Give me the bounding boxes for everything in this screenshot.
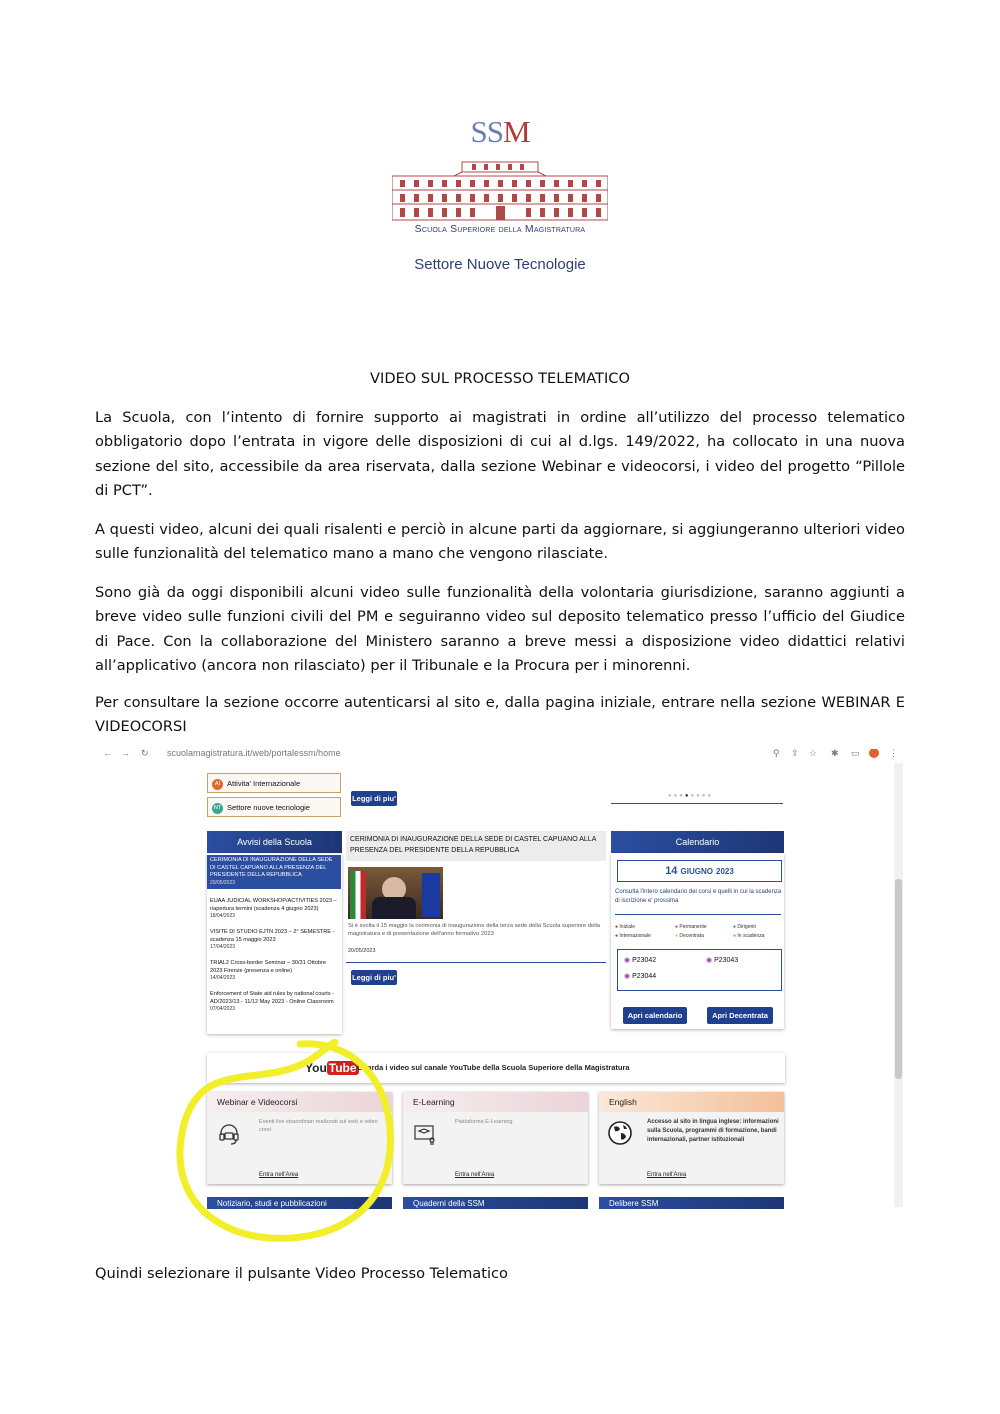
english-enter-link[interactable]: Entra nell'Area (647, 1172, 687, 1178)
open-calendar-button[interactable]: Apri calendario (623, 1007, 687, 1024)
nav-item-international[interactable]: AI Attivita' Internazionale (207, 773, 341, 793)
palace-illustration-icon (392, 160, 608, 222)
calendar-date[interactable]: 14 GIUGNO 2023 (617, 860, 782, 882)
course-item[interactable]: ◉ P23044 (624, 973, 657, 980)
menu-icon[interactable]: ⋮ (889, 749, 898, 758)
website-screenshot: ← → ↻ scuolamagistratura.it/web/portalessm/home ⚲ ⇪ ☆ ✱ ▭ ⋮ AI Attivita' Internazionale NT Settore nuove tecnologie Leggi di piu' ●●●●●●●● Avvisi della Scuola CERIMONIA DI INAUGURAZIONE DELLA SEDE DI CASTEL CAPUANO ALLA PRESENZA DEL PRESIDENTE DELLA REPUBBLICA 20/05/2023 EUAA JUDICIAL WORKSHOP/ACTIVITIES 2023 – riapertura termini (scadenza 4 giugno 2023) 18/04/2023 VISITE DI STUDIO EJTN 2023 – 2° SEMESTRE - scadenza 15 maggio 2023 17/04/2023 TRIAL2 Cross-border Seminar – 30/31 Ottobre 2023 Firenze (presenza e online) 14/04/2023 Enforcement of State aid rules by national courts - AD/2023/13 - 11/12 May 2023 - Online Classroom 07/04/2023 CERIMONIA DI INAUGURAZIONE DELLA SEDE DI CASTEL CAPUANO ALLA PRESENZA DEL PRESIDENTE DELLA REPUBBLICA Si è svolta il 15 maggio la cerimonia di inaugurazione della terza sede della Scuola superiore della magistratura e di presentazione dell'anno formativo 2023 20/05/2023 Leggi di piu' Calendario 14 GIUGNO 2023 Consulta l'intero calendario dei corsi e quelli in cui la scadenza di iscrizione e' prossima ● Iniziale ● Permanente ● Dirigenti ● Internazionale ● Decentrata ● In scadenza ◉ P23042 ◉ P23043 ◉ P23044 Apri calendario Apri Decentrata You Tube Guarda i video sul canale YouTube della Scuola Superiore della Magistratura Webinar e Videocorsi Eventi live straordinari realizzati sul web e video corsi Entra nell'Area E-Learning Piattaforma E-Learning Entra nell'Area English Accesso al sito in lingua inglese: informazioni sulla Scuola, programmi di formazione, bandi internazionali, partner istituzionali Entra nell'Area Notiziario, studi e pubblicazioni Quaderni della SSM Delibere SSM (95, 749, 905, 1209)
youtube-text: Guarda i video sul canale YouTube della Scuola Superiore della Magistratura (357, 1063, 630, 1072)
webinar-card-title: Webinar e Videocorsi (207, 1092, 392, 1112)
notice-item[interactable]: Enforcement of State aid rules by national courts - AD/2023/13 - 11/12 May 2023 - Online Classroom 07/04/2023 (210, 991, 335, 1012)
logo-sector-name: Settore Nuove Tecnologie (414, 256, 586, 273)
highlight-circle (160, 1030, 410, 1250)
paragraph-1: La Scuola, con l’intento di fornire supporto ai magistrati in ordine all’utilizzo del processo telematico obbligatorio dopo l’entrata in vigore delle disposizioni di cui al d.lgs. 149/2022, ha collocato in una nuova sezione del sito, accessibile da area riservata, dalla sezione Webinar e videocorsi, i video del progetto “Pillole di PCT”. (95, 409, 905, 499)
read-more-button-top[interactable]: Leggi di piu' (351, 791, 397, 806)
section-ssm-notebooks[interactable]: Quaderni della SSM (403, 1197, 588, 1209)
document-title: VIDEO SUL PROCESSO TELEMATICO (370, 370, 630, 387)
scrollbar-thumb[interactable] (895, 879, 902, 1079)
news-date: 20/05/2023 (348, 948, 376, 954)
elearning-card[interactable] (403, 1092, 588, 1184)
read-more-button[interactable]: Leggi di piu' (351, 970, 397, 985)
notice-item[interactable]: EUAA JUDICIAL WORKSHOP/ACTIVITIES 2023 – riapertura termini (scadenza 4 giugno 2023) 18/04/2023 (210, 898, 337, 919)
url-text[interactable]: scuolamagistratura.it/web/portalessm/home (167, 749, 341, 758)
profile-avatar[interactable] (869, 749, 879, 758)
paragraph-4: Per consultare la sezione occorre autenticarsi al sito e, dalla pagina iniziale, entrare nella sezione WEBINAR E VIDEOCORSI (95, 694, 905, 736)
webinar-enter-link[interactable]: Entra nell'Area (259, 1172, 299, 1178)
section-newsletter[interactable]: Notiziario, studi e pubblicazioni (207, 1197, 392, 1209)
notice-item[interactable]: TRIAL2 Cross-border Seminar – 30/31 Ottobre 2023 Firenze (presenza e online) 14/04/2023 (210, 960, 326, 981)
news-title[interactable]: CERIMONIA DI INAUGURAZIONE DELLA SEDE DI CASTEL CAPUANO ALLA PRESENZA DEL PRESIDENTE DELLA REPUBBLICA (346, 831, 606, 861)
calendar-divider (615, 914, 781, 915)
carousel-indicator[interactable]: ●●●●●●●● (611, 787, 783, 804)
paragraph-2: A questi video, alcuni dei quali risalenti e perciò in alcune parti da aggiornare, si aggiungeranno ulteriori video sulle funzionalità del telematico mano a mano che vengono rilasciate. (95, 521, 905, 563)
youtube-logo: You Tube (305, 1061, 357, 1075)
notices-header: Avvisi della Scuola (207, 831, 342, 853)
share-icon[interactable]: ⇪ (791, 749, 799, 758)
course-item[interactable]: ◉ P23043 (706, 957, 739, 964)
calendar-header: Calendario (611, 831, 784, 853)
search-icon[interactable]: ⚲ (773, 749, 780, 758)
notice-item[interactable]: VISITE DI STUDIO EJTN 2023 – 2° SEMESTRE - scadenza 15 maggio 2023 17/04/2023 (210, 929, 335, 950)
browser-address-bar[interactable] (95, 749, 905, 759)
logo-school-name: Scuola Superiore della Magistratura (414, 223, 586, 235)
english-card[interactable] (599, 1092, 784, 1184)
forward-arrow-icon[interactable]: → (121, 749, 130, 758)
reload-icon[interactable]: ↻ (141, 749, 149, 758)
international-icon: AI (212, 779, 223, 790)
extension-icon[interactable]: ✱ (831, 749, 839, 758)
news-excerpt: Si è svolta il 15 maggio la cerimonia di inaugurazione della terza sede della Scuola superiore della magistratura e di presentazione dell'anno formativo 2023 (348, 923, 600, 937)
window-icon[interactable]: ▭ (851, 749, 860, 758)
open-decentrata-button[interactable]: Apri Decentrata (707, 1007, 773, 1024)
paragraph-5: Quindi selezionare il pulsante Video Processo Telematico (95, 1265, 508, 1282)
new-technologies-icon: NT (212, 803, 223, 814)
nav-item-new-technologies[interactable]: NT Settore nuove tecnologie (207, 797, 341, 817)
news-photo[interactable] (348, 867, 443, 919)
back-arrow-icon[interactable]: ← (103, 749, 112, 758)
elearning-card-description: Piattaforma E-Learning (455, 1119, 513, 1125)
logo-abbreviation: SSM (470, 114, 530, 149)
star-icon[interactable]: ☆ (809, 749, 818, 758)
calendar-course-list (617, 949, 782, 991)
webinar-card-description: Eventi live straordinari realizzati sul web e video corsi (259, 1119, 378, 1133)
elearning-card-title: E-Learning (403, 1092, 588, 1112)
news-divider (346, 962, 606, 963)
elearning-enter-link[interactable]: Entra nell'Area (455, 1172, 495, 1178)
notice-item-active[interactable]: CERIMONIA DI INAUGURAZIONE DELLA SEDE DI CASTEL CAPUANO ALLA PRESENZA DEL PRESIDENTE DELLA REPUBBLICA 20/05/2023 (207, 855, 341, 889)
english-card-description: Accesso al sito in lingua inglese: informazioni sulla Scuola, programmi di formazione, bandi internazionali, partner istituzionali (647, 1119, 779, 1143)
calendar-description: Consulta l'intero calendario dei corsi e quelli in cui la scadenza di iscrizione e' prossima (615, 889, 782, 904)
course-item[interactable]: ◉ P23042 (624, 957, 657, 964)
elearning-certificate-icon (413, 1122, 437, 1146)
ssm-logo (385, 110, 615, 280)
section-ssm-resolutions[interactable]: Delibere SSM (599, 1197, 784, 1209)
globe-icon (607, 1120, 633, 1146)
paragraph-3: Sono già da oggi disponibili alcuni video sulle funzionalità della volontaria giurisdizione, saranno aggiunti a breve video sulle funzioni civili del PM e seguiranno video sul deposito telematico presso l’ufficio del Giudice di Pace. Con la collaborazione del Ministero saranno a breve messi a disposizione video didattici relativi all’applicativo (ancora non rilasciato) per il Tribunale e la Procura per i minorenni. (95, 584, 905, 674)
english-card-title: English (599, 1092, 784, 1112)
